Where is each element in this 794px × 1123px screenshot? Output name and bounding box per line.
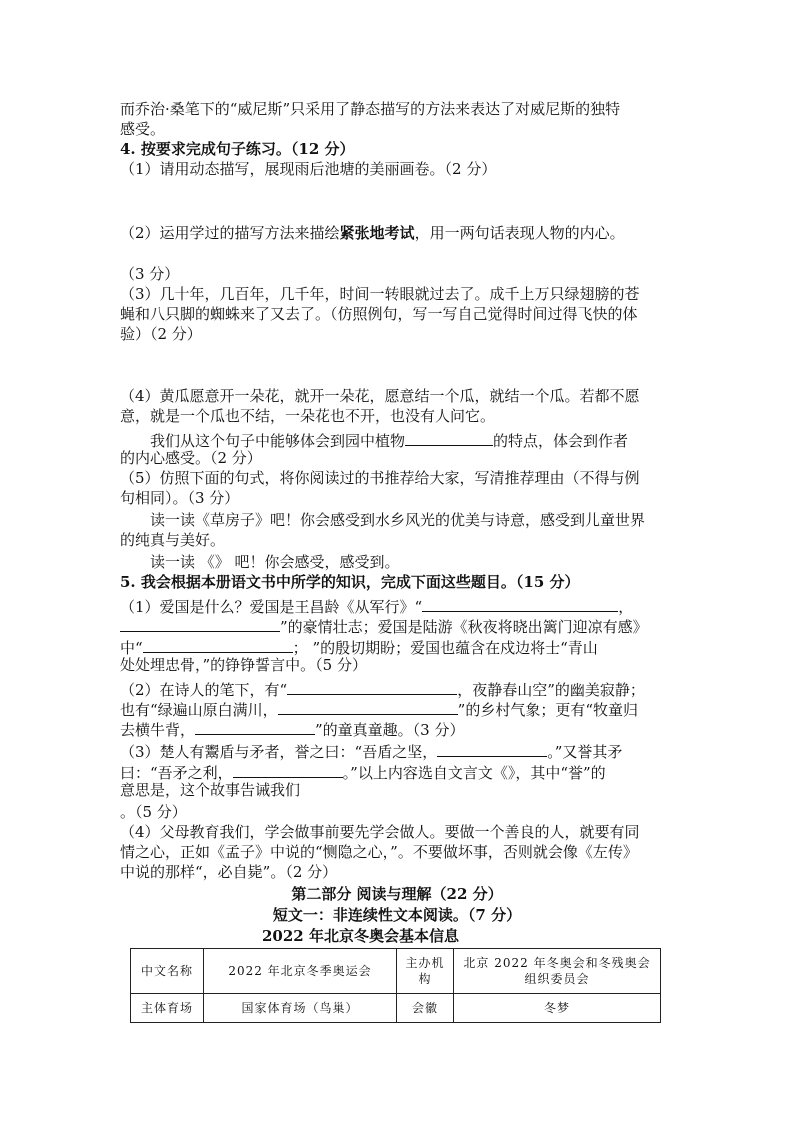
- answer-blank[interactable]: [195, 717, 315, 735]
- q4-part4-line-2: 意，就是一个瓜也不结，一朵花也不开，也没有人问它。: [120, 407, 496, 425]
- q4-part2-prefix: （2）运用学过的描写方法来描绘: [120, 224, 340, 242]
- q4-part4-suffix: 的特点，体会到作者: [493, 432, 629, 450]
- answer-blank[interactable]: [278, 697, 458, 715]
- table-cell: 会徽: [397, 994, 454, 1023]
- q5-part3-l2-suffix: 。”以上内容选自文言文《》，其中“誉”的: [342, 764, 606, 782]
- q4-part5-line-4: 的纯真与美好。: [120, 531, 226, 549]
- q5-part2-l1-suffix: ，夜静春山空”的幽美寂静；: [457, 681, 645, 699]
- q4-part1: （1）请用动态描写，展现雨后池塘的美丽画卷。（2 分）: [120, 160, 497, 178]
- q4-part2: [120, 223, 625, 243]
- intro-line-1: 而乔治·桑笔下的“威尼斯”只采用了静态描写的方法来表达了对威尼斯的独特: [120, 100, 621, 118]
- intro-line-2: 感受。: [120, 120, 166, 138]
- q5-part2-l3-prefix: 去横牛背，: [120, 721, 196, 739]
- table-title: 2022 年北京冬奥会基本信息: [262, 927, 459, 945]
- table-cell: 主办机构: [397, 949, 454, 994]
- q5-part1-line-2: [120, 614, 648, 637]
- table-cell: 北京 2022 年冬奥会和冬残奥会组织委员会: [454, 949, 661, 994]
- table-row: [131, 949, 661, 994]
- answer-blank[interactable]: [422, 594, 618, 612]
- info-table: [130, 948, 661, 1023]
- answer-blank[interactable]: [233, 760, 343, 778]
- q4-part3-line-2: 蝇和八只脚的蜘蛛来了又去了。（仿照例句，写一写自己觉得时间过得飞快的体: [120, 305, 638, 323]
- q5-part2-l1-prefix: （2）在诗人的笔下，有“: [120, 681, 288, 699]
- part2-title: 第二部分 阅读与理解（22 分）: [291, 885, 503, 903]
- answer-blank[interactable]: [405, 428, 493, 446]
- q5-part3-l1-suffix: 。”又誉其矛: [547, 743, 623, 761]
- q5-part2-line-3: [120, 717, 465, 740]
- table-cell: 主体育场: [131, 994, 204, 1023]
- q5-part3-line-4: 。（5 分）: [120, 803, 187, 821]
- answer-blank[interactable]: [437, 739, 547, 757]
- q4-part2-score: （3 分）: [120, 265, 180, 283]
- q5-part3-line-3: 意思是，这个故事告诫我们: [120, 781, 301, 799]
- q5-part2-l3-suffix: ”的童真童趣。（3 分）: [315, 721, 465, 739]
- table-cell: 中文名称: [131, 949, 204, 994]
- q5-part2-l2-prefix: 也有“绿遍山原白满川，: [120, 701, 278, 719]
- q4-part2-suffix: ，用一两句话表现人物的内心。: [414, 224, 625, 242]
- q4-part5-line-3: 读一读《草房子》吧！你会感受到水乡风光的优美与诗意，感受到儿童世界: [150, 511, 646, 529]
- q5-part3-line-1: [120, 739, 622, 762]
- q5-part1-line-4: 处处埋忠骨，”的铮铮誓言中。（5 分）: [120, 656, 367, 674]
- q4-part3-line-3: 验）（2 分）: [120, 325, 202, 343]
- q5-part1-l3-prefix: 中“: [120, 639, 143, 657]
- q5-heading: 5. 我会根据本册语文书中所学的知识，完成下面这些题目。（15 分）: [120, 573, 580, 591]
- q5-part1-prefix: （1）爱国是什么？爱国是王昌龄《从军行》“: [120, 598, 423, 616]
- q4-part3-line-1: （3）几十年，几百年，几千年，时间一转眼就过去了。成千上万只绿翅膀的苍: [120, 285, 640, 303]
- q5-part2-l2-suffix: ”的乡村气象；更有“牧童归: [457, 701, 639, 719]
- answer-blank[interactable]: [120, 614, 280, 632]
- table-cell: 2022 年北京冬季奥运会: [204, 949, 397, 994]
- table-row: [131, 994, 661, 1023]
- q5-part1-comma: ，: [618, 598, 634, 616]
- answer-blank[interactable]: [143, 635, 293, 653]
- answer-blank[interactable]: [287, 677, 457, 695]
- q4-part5-line-5: 读一读 《》 吧！你会感受，感受到。: [150, 553, 400, 571]
- table-cell: 冬梦: [454, 994, 661, 1023]
- q4-heading: 4. 按要求完成句子练习。（12 分）: [120, 140, 355, 158]
- q5-part3-l2-prefix: 曰：“吾矛之利，: [120, 764, 233, 782]
- q4-part5-line-2: 句相同）。（3 分）: [120, 489, 240, 507]
- q5-part1-text: ”的豪情壮志；爱国是陆游《秋夜将晓出篱门迎凉有感》: [280, 618, 648, 636]
- q5-part4-line-3: 中说的那样“，必自毙”。（2 分）: [120, 863, 338, 881]
- q5-part4-line-1: （4）父母教育我们，学会做事前要先学会做人。要做一个善良的人，就要有同: [120, 823, 640, 841]
- q5-part4-line-2: 情之心，正如《孟子》中说的“恻隐之心，”。不要做坏事，否则就会像《左传》: [120, 843, 638, 861]
- q4-part5-line-1: （5）仿照下面的句式，将你阅读过的书推荐给大家，写清推荐理由（不得与例: [120, 469, 640, 487]
- part2-subtitle: 短文一：非连续性文本阅读。（7 分）: [272, 906, 522, 924]
- q4-part4-prefix: 我们从这个句子中能够体会到园中植物: [150, 432, 406, 450]
- q5-part1-l3-suffix: ； ”的殷切期盼；爱国也蕴含在戍边将士“青山: [292, 639, 598, 657]
- q5-part3-l1-prefix: （3）楚人有鬻盾与矛者，誉之曰：“吾盾之坚，: [120, 743, 438, 761]
- q4-part4-line-1: （4）黄瓜愿意开一朵花，就开一朵花，愿意结一个瓜，就结一个瓜。若都不愿: [120, 387, 640, 405]
- q4-part2-emphasis: 紧张地考试: [339, 224, 415, 242]
- table-cell: 国家体育场（鸟巢）: [204, 994, 397, 1023]
- q4-part4-line-4: 的内心感受。（2 分）: [120, 449, 262, 467]
